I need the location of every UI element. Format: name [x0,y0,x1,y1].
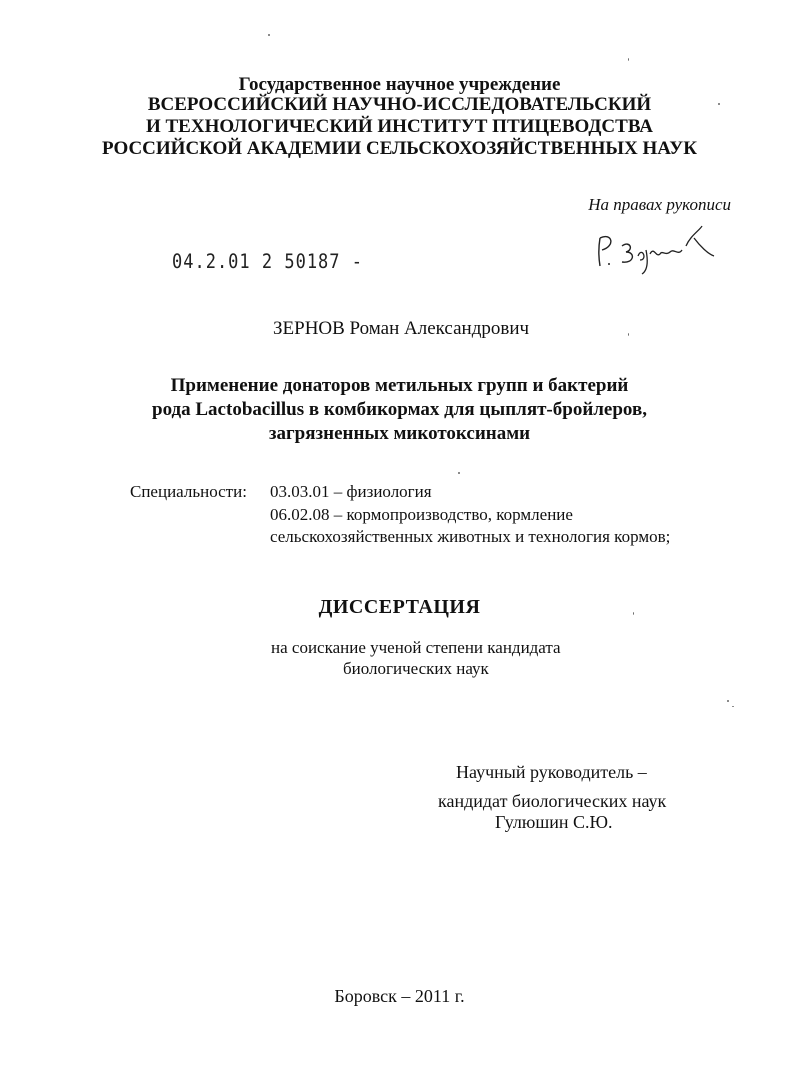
scan-speck [727,700,729,702]
scan-speck [268,34,270,36]
author-signature [590,216,720,276]
thesis-title-line-1: Применение донаторов метильных групп и бактерий [170,375,629,396]
thesis-title-line-2: рода Lactobacillus в комбикормах для цыплят-бройлеров, [152,399,647,420]
scan-speck [732,706,734,707]
institution-name-line-2: И ТЕХНОЛОГИЧЕСКИЙ ИНСТИТУТ ПТИЦЕВОДСТВА [145,116,654,137]
scan-speck [628,58,629,61]
degree-line-2: биологических наук [343,659,489,678]
document-type: ДИССЕРТАЦИЯ [318,596,481,618]
scan-speck [628,333,629,336]
author-name: ЗЕРНОВ Роман Александрович [273,318,530,339]
registration-stamp-number: 04.2.01 2 50187 - [172,250,363,274]
degree-line-1: на соискание ученой степени кандидата [271,638,561,657]
institution-name-line-1: ВСЕРОССИЙСКИЙ НАУЧНО-ИССЛЕДОВАТЕЛЬСКИЙ [147,94,652,115]
scan-speck [718,103,720,105]
place-and-year: Боровск – 2011 г. [334,986,465,1006]
specialty-2-line-2: сельскохозяйственных животных и технология кормов; [270,527,671,546]
institution-name-line-3: РОССИЙСКОЙ АКАДЕМИИ СЕЛЬСКОХОЗЯЙСТВЕННЫХ НАУК [101,138,698,159]
specialty-1: 03.03.01 – физиология [270,482,432,501]
manuscript-rights-note: На правах рукописи [588,195,731,214]
supervisor-role: Научный руководитель – [456,762,647,782]
institution-type: Государственное научное учреждение [238,74,561,95]
scan-speck [458,472,460,474]
supervisor-name: Гулюшин С.Ю. [495,812,613,832]
specialties-label: Специальности: [130,482,247,501]
thesis-title-line-3: загрязненных микотоксинами [268,423,531,444]
supervisor-degree: кандидат биологических наук [438,791,667,811]
specialty-2-line-1: 06.02.08 – кормопроизводство, кормление [270,505,573,524]
scan-speck [633,612,634,615]
